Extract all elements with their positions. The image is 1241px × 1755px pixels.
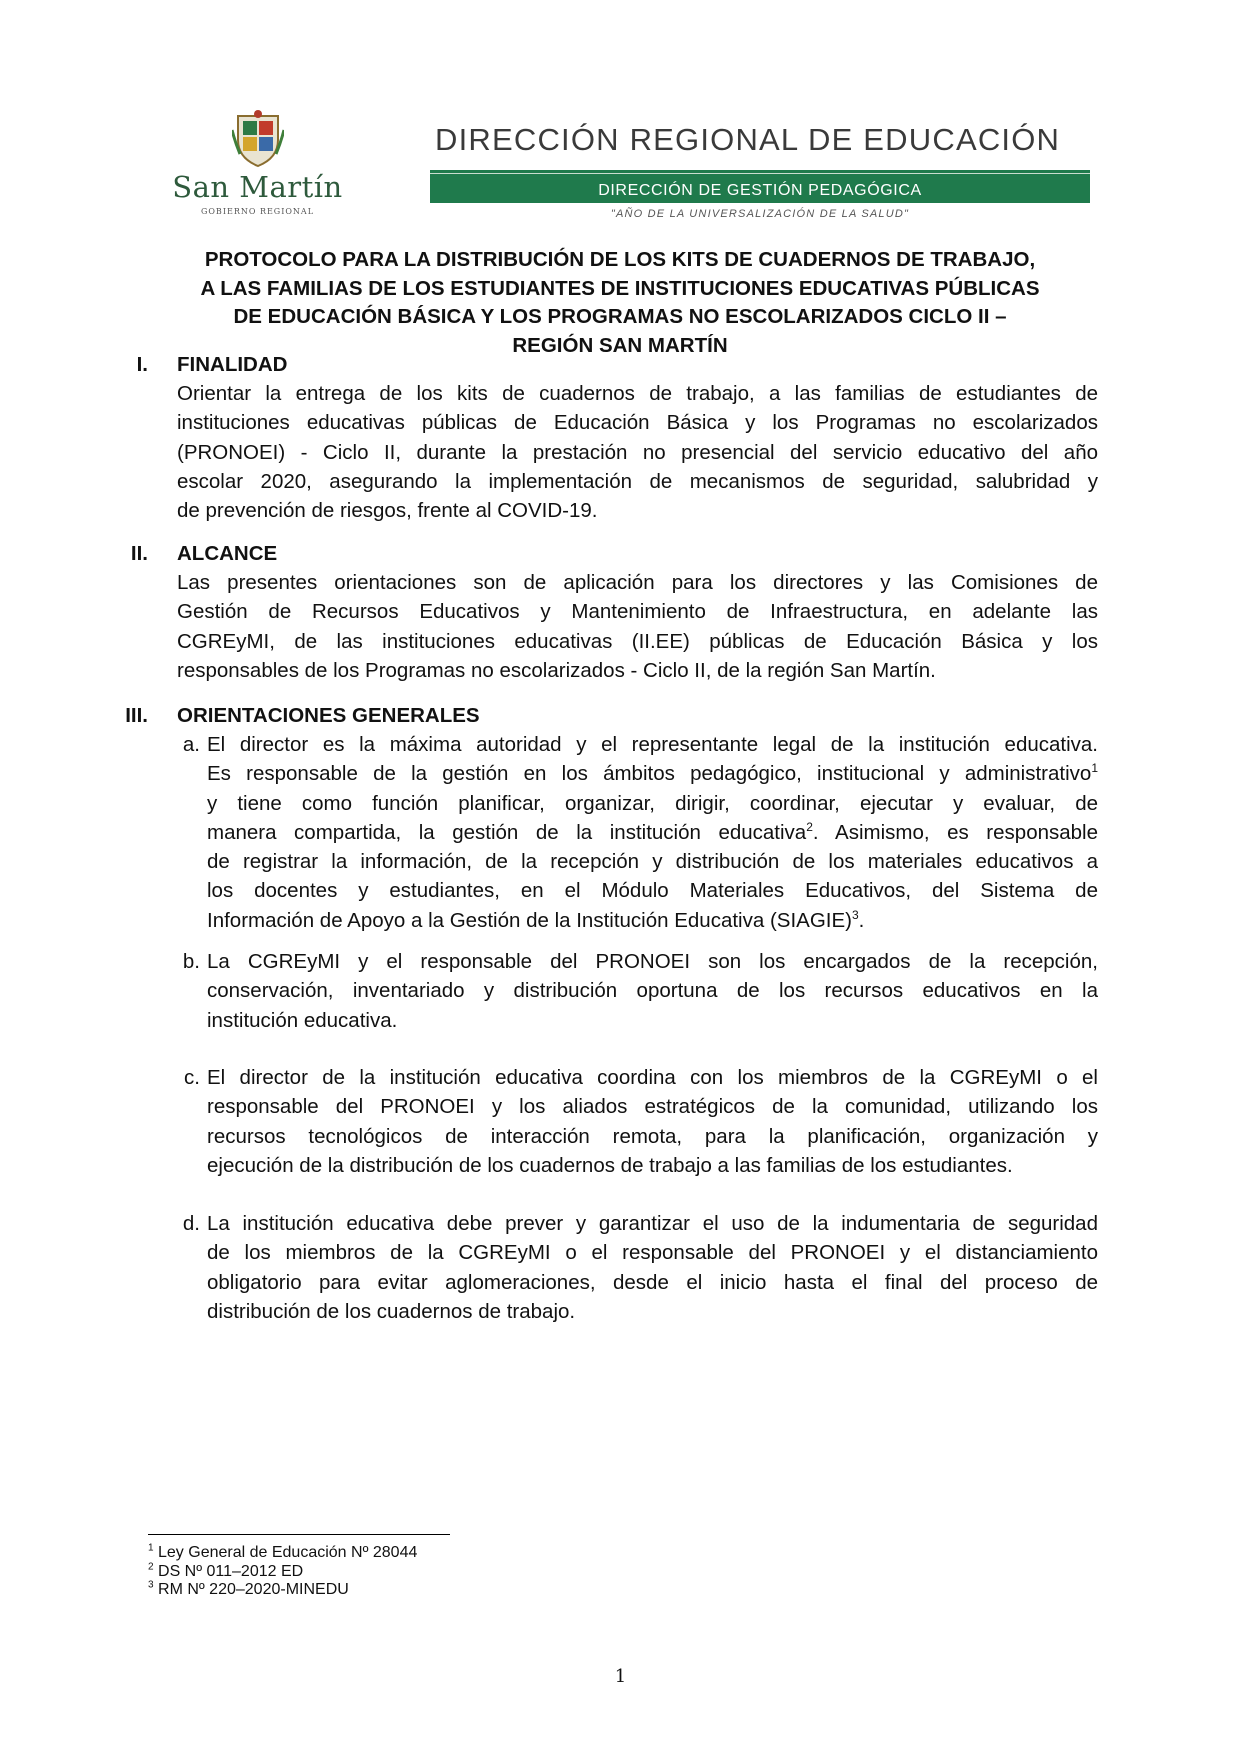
section-body-finalidad <box>177 379 1098 525</box>
item-text-b <box>207 947 1098 1035</box>
item-letter: d. <box>182 1212 200 1235</box>
body-line: conservación, inventariado y distribución oportuna de los recursos educativos en la <box>207 979 1098 1003</box>
document-title <box>120 246 1120 360</box>
body-line: ejecución de la distribución de los cuadernos de trabajo a las familias de los estudiantes. <box>207 1153 1013 1177</box>
body-line: recursos tecnológicos de interacción remota, para la planificación, organización y <box>207 1124 1098 1148</box>
body-line: Orientar la entrega de los kits de cuadernos de trabajo, a las familias de estudiantes de <box>177 382 1098 405</box>
dre-subtitle: DIRECCIÓN DE GESTIÓN PEDAGÓGICA <box>598 182 922 199</box>
footnote-text: Ley General de Educación Nº 28044 <box>153 1544 418 1561</box>
body-line: Las presentes orientaciones son de aplicación para los directores y las Comisiones de <box>177 571 1098 594</box>
body-line: distribución de los cuadernos de trabajo. <box>207 1299 576 1323</box>
line-text: Información de Apoyo a la Gestión de la Institución Educativa (SIAGIE) <box>207 908 852 932</box>
footnote-separator <box>148 1534 450 1535</box>
body-line: los docentes y estudiantes, en el Módulo Materiales Educativos, del Sistema de <box>207 879 1098 903</box>
title-line: PROTOCOLO PARA LA DISTRIBUCIÓN DE LOS KITS DE CUADERNOS DE TRABAJO, <box>204 248 1036 271</box>
section-number: III. <box>125 704 148 727</box>
section-number: I. <box>136 353 148 376</box>
body-line: de prevención de riesgos, frente al COVID-19. <box>177 499 598 523</box>
body-line <box>207 818 1098 847</box>
footnote <box>148 1563 417 1582</box>
body-line: CGREyMI, de las instituciones educativas (II.EE) públicas de Educación Básica y los <box>177 629 1098 653</box>
footnote-ref: 2 <box>806 820 813 835</box>
footnote-text: DS Nº 011–2012 ED <box>153 1562 304 1580</box>
body-line <box>207 759 1098 788</box>
letterhead <box>150 98 1090 226</box>
footnote-mark: 2 <box>148 1561 154 1573</box>
item-letter: a. <box>182 733 200 756</box>
section-number: II. <box>130 542 148 565</box>
body-line: La institución educativa debe prever y garantizar el uso de la indumentaria de seguridad <box>207 1212 1098 1235</box>
line-tail: . <box>858 908 865 932</box>
item-letter: c. <box>184 1066 200 1089</box>
body-line: La CGREyMI y el responsable del PRONOEI son los encargados de la recepción, <box>207 950 1098 973</box>
body-line: y tiene como función planificar, organizar, dirigir, coordinar, ejecutar y evaluar, de <box>207 791 1098 815</box>
footnotes <box>148 1544 417 1600</box>
body-line: responsable del PRONOEI y los aliados estratégicos de la comunidad, utilizando los <box>207 1095 1098 1119</box>
line-text: manera compartida, la gestión de la institución educativa <box>207 820 807 844</box>
title-line: REGIÓN SAN MARTÍN <box>512 333 728 357</box>
regional-crest-icon <box>232 110 284 168</box>
section-body-alcance <box>177 568 1098 685</box>
item-text-d <box>207 1209 1098 1326</box>
line-tail: . Asimismo, es responsable <box>812 820 1098 844</box>
item-letter: b. <box>182 950 200 973</box>
section-heading-finalidad: FINALIDAD <box>177 353 288 376</box>
item-text-a <box>207 730 1098 935</box>
footnote-mark: 3 <box>148 1579 154 1591</box>
body-line: (PRONOEI) - Ciclo II, durante la prestación no presencial del servicio educativo del año <box>177 440 1098 464</box>
footnote-text: RM Nº 220–2020-MINEDU <box>153 1581 349 1598</box>
regional-logo <box>150 98 365 226</box>
body-line: instituciones educativas públicas de Educación Básica y los Programas no escolarizados <box>177 411 1098 435</box>
body-line: institución educativa. <box>207 1008 398 1032</box>
footnote <box>148 1581 417 1600</box>
footnote <box>148 1544 417 1563</box>
title-line: A LAS FAMILIAS DE LOS ESTUDIANTES DE INSTITUCIONES EDUCATIVAS PÚBLICAS <box>200 276 1040 300</box>
logo-name: San Martín <box>172 170 343 204</box>
section-heading-alcance: ALCANCE <box>177 542 278 565</box>
body-line: responsables de los Programas no escolarizados - Ciclo II, de la región San Martín. <box>177 658 936 682</box>
body-line: de los miembros de la CGREyMI o el responsable del PRONOEI y el distanciamiento <box>207 1241 1098 1265</box>
page-number: 1 <box>614 1666 627 1687</box>
line-text: Es responsable de la gestión en los ámbitos pedagógico, institucional y administrativo <box>207 762 1092 786</box>
body-line: escolar 2020, asegurando la implementación de mecanismos de seguridad, salubridad y <box>177 469 1098 493</box>
section-heading-orientaciones: ORIENTACIONES GENERALES <box>177 704 480 727</box>
logo-subtitle: GOBIERNO REGIONAL <box>200 207 314 216</box>
footnote-mark: 1 <box>148 1542 154 1554</box>
footnote-ref: 3 <box>851 907 859 922</box>
body-line: El director es la máxima autoridad y el representante legal de la institución educativa. <box>207 733 1098 756</box>
footnote-ref: 1 <box>1091 761 1098 776</box>
body-line: Gestión de Recursos Educativos y Mantenimiento de Infraestructura, en adelante las <box>177 600 1098 624</box>
item-text-c <box>207 1063 1098 1180</box>
body-line: obligatorio para evitar aglomeraciones, desde el inicio hasta el final del proceso de <box>207 1270 1098 1294</box>
dre-bar-divider <box>430 173 1090 174</box>
body-line <box>207 906 1098 935</box>
year-motto: "AÑO DE LA UNIVERSALIZACIÓN DE LA SALUD" <box>610 208 910 220</box>
title-line: DE EDUCACIÓN BÁSICA Y LOS PROGRAMAS NO ESCOLARIZADOS CICLO II – <box>233 305 1007 328</box>
body-line: de registrar la información, de la recepción y distribución de los materiales educativos a <box>207 850 1098 874</box>
dre-title: DIRECCIÓN REGIONAL DE EDUCACIÓN <box>435 122 1061 157</box>
body-line: El director de la institución educativa coordina con los miembros de la CGREyMI o el <box>207 1066 1098 1089</box>
